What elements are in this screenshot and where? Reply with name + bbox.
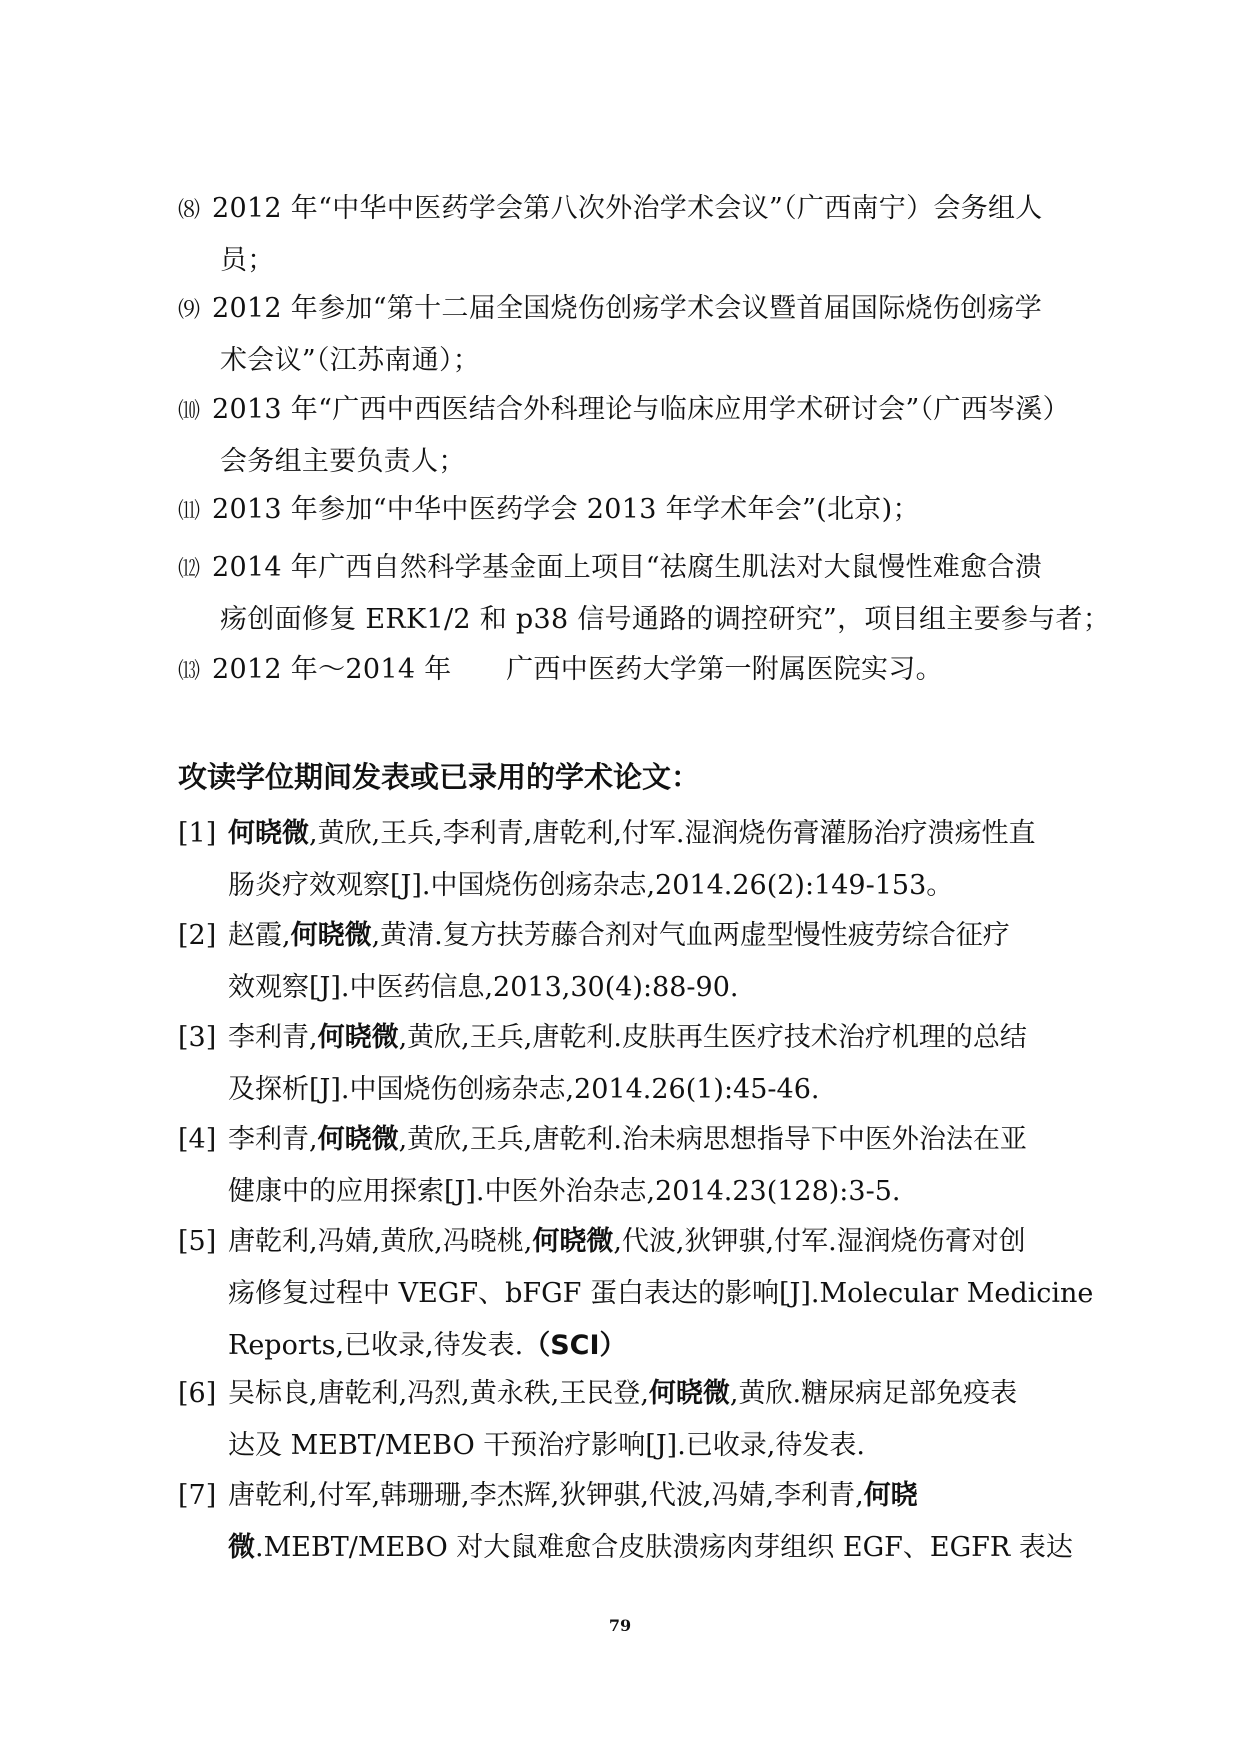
reference-line-continued: 肠炎疗效观察[J].中国烧伤创疡杂志,2014.26(2):149-153。: [228, 870, 954, 901]
reference-text: ,黄欣,王兵,唐乾利.治未病思想指导下中医外治法在亚: [398, 1124, 1027, 1155]
reference-text: ,黄欣.糖尿病足部免疫表: [729, 1378, 1018, 1409]
reference-pre-authors: 李利青,: [228, 1124, 318, 1155]
reference-line: [178, 1470, 1098, 1522]
reference-tag: [5]: [178, 1226, 217, 1257]
highlighted-author: 何晓微: [648, 1378, 730, 1409]
section-title: 攻读学位期间发表或已录用的学术论文：: [178, 760, 701, 794]
reference-7: [178, 1470, 1098, 1574]
reference-line-continued: 健康中的应用探索[J].中医外治杂志,2014.23(128):3-5.: [228, 1176, 901, 1207]
reference-line: [178, 1368, 1098, 1420]
highlighted-author: 何晓微: [228, 818, 309, 849]
reference-line-continued: 疡修复过程中 VEGF、bFGF 蛋白表达的影响[J].Molecular Medicine: [228, 1278, 1094, 1309]
item-number: ⒀: [178, 659, 201, 684]
item-number: ⑾: [178, 499, 201, 524]
activity-line: [178, 184, 1098, 236]
activity-item-13: [178, 645, 1098, 697]
activity-text: 2012 年“中华中医药学会第八次外治学术会议”（广西南宁）会务组人: [212, 193, 1043, 224]
activity-text: 2014 年广西自然科学基金面上项目“祛腐生肌法对大鼠慢性难愈合溃: [212, 552, 1042, 583]
reference-tag: [1]: [178, 818, 217, 849]
reference-text: ,代波,狄钾骐,付军.湿润烧伤膏对创: [613, 1226, 1026, 1257]
reference-line-continued: 及探析[J].中国烧伤创疡杂志,2014.26(1):45-46.: [228, 1074, 820, 1105]
highlighted-author: 何晓微: [317, 1022, 399, 1053]
reference-tag: [3]: [178, 1022, 217, 1053]
item-number: ⑻: [178, 198, 201, 223]
reference-line: [178, 910, 1098, 962]
reference-pre-authors: 赵霞,: [228, 920, 291, 951]
activity-line-continued: 术会议”（江苏南通）；: [220, 345, 481, 376]
activity-line: [178, 385, 1098, 437]
reference-tag: [7]: [178, 1480, 217, 1511]
activity-item-8: [178, 184, 1098, 286]
highlighted-author: 何晓微: [317, 1124, 399, 1155]
reference-pre-authors: 唐乾利,冯婧,黄欣,冯晓桃,: [228, 1226, 533, 1257]
reference-tag: [2]: [178, 920, 217, 951]
activity-line: [178, 284, 1098, 336]
activity-text: 2012 年参加“第十二届全国烧伤创疡学术会议暨首届国际烧伤创疡学: [212, 293, 1042, 324]
reference-3: [178, 1012, 1098, 1116]
reference-pre-authors: 吴标良,唐乾利,冯烈,黄永秩,王民登,: [228, 1378, 649, 1409]
reference-line-continued: [178, 1320, 1098, 1372]
activity-item-9: [178, 284, 1098, 386]
reference-4: [178, 1114, 1098, 1218]
reference-6: [178, 1368, 1098, 1472]
activity-line-continued: 员；: [220, 245, 275, 276]
reference-5: [178, 1216, 1098, 1372]
activity-item-10: [178, 385, 1098, 487]
reference-tag: [6]: [178, 1378, 217, 1409]
reference-line: [178, 1114, 1098, 1166]
activity-text: 2012 年～2014 年 广西中医药大学第一附属医院实习。: [212, 654, 943, 685]
reference-pre-authors: 李利青,: [228, 1022, 318, 1053]
item-number: ⑼: [178, 298, 201, 323]
reference-line-continued: 达及 MEBT/MEBO 干预治疗影响[J].已收录,待发表.: [228, 1430, 865, 1461]
item-number: ⑽: [178, 399, 201, 424]
highlighted-author: 何晓微: [532, 1226, 614, 1257]
activity-item-11: [178, 485, 1098, 537]
reference-text: ,黄欣,王兵,李利青,唐乾利,付军.湿润烧伤膏灌肠治疗溃疡性直: [309, 818, 1036, 849]
reference-line-continued: [178, 1522, 1098, 1574]
reference-text: Reports,已收录,待发表.: [228, 1330, 524, 1361]
activity-line-continued: 疡创面修复 ERK1/2 和 p38 信号通路的调控研究”，项目组主要参与者；: [220, 604, 1111, 635]
reference-line: [178, 1012, 1098, 1064]
activity-text: 2013 年“广西中西医结合外科理论与临床应用学术研讨会”（广西岑溪）: [212, 394, 1070, 425]
item-number: ⑿: [178, 557, 201, 582]
reference-line: [178, 1216, 1098, 1268]
activity-line: [178, 645, 1098, 697]
highlighted-author: 何晓微: [290, 920, 372, 951]
reference-2: [178, 910, 1098, 1014]
reference-line-continued: 效观察[J].中医药信息,2013,30(4):88-90.: [228, 972, 739, 1003]
reference-line: [178, 808, 1098, 860]
activity-item-12: [178, 543, 1111, 645]
reference-text: ,黄欣,王兵,唐乾利.皮肤再生医疗技术治疗机理的总结: [398, 1022, 1027, 1053]
page-number: 79: [608, 1616, 632, 1635]
sci-badge: （SCI）: [523, 1330, 627, 1361]
reference-text: ,黄清.复方扶芳藤合剂对气血两虚型慢性疲劳综合征疗: [371, 920, 1010, 951]
highlighted-author: 何晓: [863, 1480, 918, 1511]
reference-text: .MEBT/MEBO 对大鼠难愈合皮肤溃疡肉芽组织 EGF、EGFR 表达: [255, 1532, 1073, 1563]
activity-text: 2013 年参加“中华中医药学会 2013 年学术年会”(北京)；: [212, 494, 920, 525]
reference-tag: [4]: [178, 1124, 217, 1155]
activity-line: [178, 543, 1098, 595]
reference-1: [178, 808, 1098, 912]
activity-line-continued: 会务组主要负责人；: [220, 446, 466, 477]
reference-pre-authors: 唐乾利,付军,韩珊珊,李杰辉,狄钾骐,代波,冯婧,李利青,: [228, 1480, 864, 1511]
highlighted-author: 微: [228, 1532, 255, 1563]
activity-line: [178, 485, 1098, 537]
